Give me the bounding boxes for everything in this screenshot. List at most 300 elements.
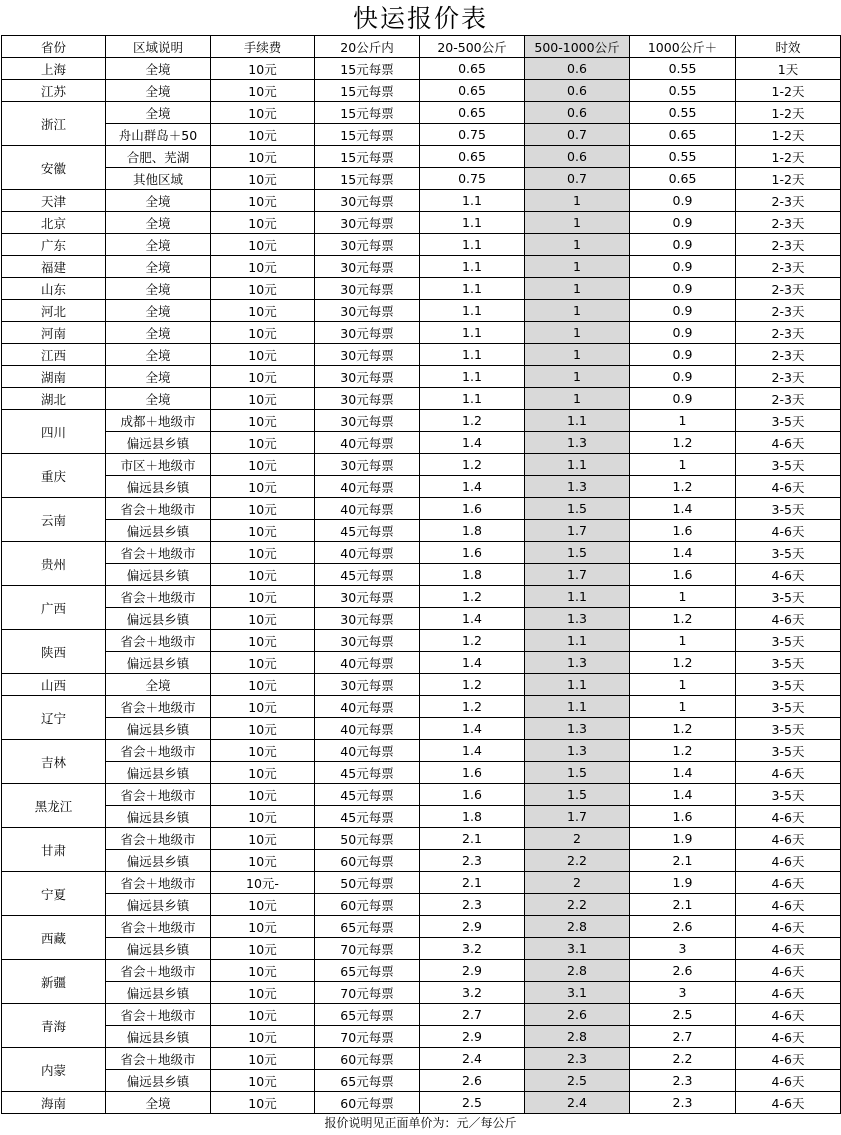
fee-cell: 10元 bbox=[211, 300, 315, 322]
region-cell: 偏远县乡镇 bbox=[106, 938, 211, 960]
header-row bbox=[2, 36, 841, 58]
delivery-time-cell: 4-6天 bbox=[736, 872, 841, 894]
base-price-cell: 70元每票 bbox=[315, 982, 420, 1004]
province-cell: 重庆 bbox=[2, 454, 106, 498]
delivery-time-cell: 4-6天 bbox=[736, 564, 841, 586]
rate-20-500-cell: 1.1 bbox=[420, 300, 525, 322]
table-row bbox=[2, 1048, 841, 1070]
table-row bbox=[2, 630, 841, 652]
rate-1000-plus-cell: 0.55 bbox=[630, 146, 736, 168]
region-cell: 全境 bbox=[106, 80, 211, 102]
rate-1000-plus-cell: 0.9 bbox=[630, 344, 736, 366]
table-row bbox=[2, 718, 841, 740]
rate-20-500-cell: 1.6 bbox=[420, 784, 525, 806]
region-cell: 市区＋地级市 bbox=[106, 454, 211, 476]
base-price-cell: 70元每票 bbox=[315, 938, 420, 960]
delivery-time-cell: 3-5天 bbox=[736, 674, 841, 696]
delivery-time-cell: 2-3天 bbox=[736, 366, 841, 388]
rate-20-500-cell: 1.8 bbox=[420, 564, 525, 586]
table-row bbox=[2, 872, 841, 894]
rate-500-1000-cell: 0.6 bbox=[525, 58, 630, 80]
rate-1000-plus-cell: 1.4 bbox=[630, 542, 736, 564]
base-price-cell: 30元每票 bbox=[315, 344, 420, 366]
table-row bbox=[2, 850, 841, 872]
table-row bbox=[2, 124, 841, 146]
rate-20-500-cell: 1.6 bbox=[420, 762, 525, 784]
region-cell: 偏远县乡镇 bbox=[106, 608, 211, 630]
delivery-time-cell: 4-6天 bbox=[736, 960, 841, 982]
rate-500-1000-cell: 2.6 bbox=[525, 1004, 630, 1026]
rate-1000-plus-cell: 1.2 bbox=[630, 608, 736, 630]
province-cell: 黑龙江 bbox=[2, 784, 106, 828]
base-price-cell: 30元每票 bbox=[315, 190, 420, 212]
delivery-time-cell: 4-6天 bbox=[736, 850, 841, 872]
table-row bbox=[2, 388, 841, 410]
region-cell: 偏远县乡镇 bbox=[106, 432, 211, 454]
rate-20-500-cell: 0.75 bbox=[420, 168, 525, 190]
footer-note: 报价说明见正面单价为：元／每公斤 bbox=[324, 1116, 517, 1130]
fee-cell: 10元 bbox=[211, 740, 315, 762]
rate-20-500-cell: 1.1 bbox=[420, 190, 525, 212]
fee-cell: 10元 bbox=[211, 168, 315, 190]
fee-cell: 10元 bbox=[211, 916, 315, 938]
rate-20-500-cell: 2.7 bbox=[420, 1004, 525, 1026]
base-price-cell: 30元每票 bbox=[315, 234, 420, 256]
province-cell: 宁夏 bbox=[2, 872, 106, 916]
rate-20-500-cell: 1.6 bbox=[420, 498, 525, 520]
rate-1000-plus-cell: 1 bbox=[630, 630, 736, 652]
base-price-cell: 45元每票 bbox=[315, 564, 420, 586]
table-row bbox=[2, 564, 841, 586]
table-row bbox=[2, 432, 841, 454]
delivery-time-cell: 3-5天 bbox=[736, 454, 841, 476]
table-row bbox=[2, 1026, 841, 1048]
rate-20-500-cell: 1.1 bbox=[420, 256, 525, 278]
rate-20-500-cell: 1.2 bbox=[420, 674, 525, 696]
fee-cell: 10元 bbox=[211, 256, 315, 278]
region-cell: 省会＋地级市 bbox=[106, 630, 211, 652]
province-cell: 安徽 bbox=[2, 146, 106, 190]
rate-1000-plus-cell: 0.9 bbox=[630, 278, 736, 300]
region-cell: 偏远县乡镇 bbox=[106, 652, 211, 674]
base-price-cell: 40元每票 bbox=[315, 476, 420, 498]
rate-20-500-cell: 1.4 bbox=[420, 476, 525, 498]
province-cell: 河北 bbox=[2, 300, 106, 322]
table-row bbox=[2, 520, 841, 542]
table-row bbox=[2, 982, 841, 1004]
rate-500-1000-cell: 1.1 bbox=[525, 630, 630, 652]
province-cell: 西藏 bbox=[2, 916, 106, 960]
rate-500-1000-cell: 1 bbox=[525, 344, 630, 366]
rate-1000-plus-cell: 0.9 bbox=[630, 234, 736, 256]
rate-1000-plus-cell: 2.3 bbox=[630, 1092, 736, 1114]
delivery-time-cell: 3-5天 bbox=[736, 784, 841, 806]
table-row bbox=[2, 410, 841, 432]
rate-1000-plus-cell: 2.1 bbox=[630, 850, 736, 872]
delivery-time-cell: 1-2天 bbox=[736, 168, 841, 190]
province-cell: 福建 bbox=[2, 256, 106, 278]
region-cell: 偏远县乡镇 bbox=[106, 476, 211, 498]
base-price-cell: 15元每票 bbox=[315, 124, 420, 146]
region-cell: 偏远县乡镇 bbox=[106, 1026, 211, 1048]
rate-500-1000-cell: 1.5 bbox=[525, 498, 630, 520]
rate-500-1000-cell: 1.1 bbox=[525, 696, 630, 718]
header-over-1000kg: 1000公斤＋ bbox=[630, 36, 736, 58]
base-price-cell: 15元每票 bbox=[315, 168, 420, 190]
rate-20-500-cell: 1.1 bbox=[420, 234, 525, 256]
fee-cell: 10元 bbox=[211, 1048, 315, 1070]
rate-500-1000-cell: 2.2 bbox=[525, 894, 630, 916]
region-cell: 偏远县乡镇 bbox=[106, 564, 211, 586]
table-row bbox=[2, 344, 841, 366]
base-price-cell: 40元每票 bbox=[315, 718, 420, 740]
table-row bbox=[2, 960, 841, 982]
delivery-time-cell: 2-3天 bbox=[736, 388, 841, 410]
page-title: 快运报价表 bbox=[352, 4, 488, 33]
rate-1000-plus-cell: 0.9 bbox=[630, 300, 736, 322]
rate-20-500-cell: 2.1 bbox=[420, 828, 525, 850]
fee-cell: 10元 bbox=[211, 938, 315, 960]
region-cell: 其他区域 bbox=[106, 168, 211, 190]
delivery-time-cell: 4-6天 bbox=[736, 894, 841, 916]
rate-20-500-cell: 1.1 bbox=[420, 366, 525, 388]
rate-1000-plus-cell: 0.9 bbox=[630, 256, 736, 278]
rate-1000-plus-cell: 0.55 bbox=[630, 80, 736, 102]
rate-1000-plus-cell: 2.2 bbox=[630, 1048, 736, 1070]
province-cell: 内蒙 bbox=[2, 1048, 106, 1092]
province-cell: 湖北 bbox=[2, 388, 106, 410]
rate-20-500-cell: 2.1 bbox=[420, 872, 525, 894]
delivery-time-cell: 2-3天 bbox=[736, 344, 841, 366]
rate-1000-plus-cell: 1.4 bbox=[630, 762, 736, 784]
table-row bbox=[2, 542, 841, 564]
base-price-cell: 50元每票 bbox=[315, 872, 420, 894]
delivery-time-cell: 1-2天 bbox=[736, 146, 841, 168]
base-price-cell: 45元每票 bbox=[315, 520, 420, 542]
delivery-time-cell: 1-2天 bbox=[736, 102, 841, 124]
rate-500-1000-cell: 1.3 bbox=[525, 718, 630, 740]
table-body bbox=[2, 58, 841, 1114]
fee-cell: 10元 bbox=[211, 476, 315, 498]
fee-cell: 10元 bbox=[211, 960, 315, 982]
rate-500-1000-cell: 1.5 bbox=[525, 762, 630, 784]
rate-1000-plus-cell: 0.55 bbox=[630, 102, 736, 124]
rate-20-500-cell: 1.2 bbox=[420, 410, 525, 432]
delivery-time-cell: 4-6天 bbox=[736, 1070, 841, 1092]
fee-cell: 10元 bbox=[211, 454, 315, 476]
rate-500-1000-cell: 0.6 bbox=[525, 146, 630, 168]
province-cell: 浙江 bbox=[2, 102, 106, 146]
rate-500-1000-cell: 2.4 bbox=[525, 1092, 630, 1114]
rate-1000-plus-cell: 2.1 bbox=[630, 894, 736, 916]
header-500-1000kg: 500-1000公斤 bbox=[525, 36, 630, 58]
base-price-cell: 30元每票 bbox=[315, 630, 420, 652]
fee-cell: 10元 bbox=[211, 1004, 315, 1026]
region-cell: 全境 bbox=[106, 190, 211, 212]
province-cell: 贵州 bbox=[2, 542, 106, 586]
base-price-cell: 15元每票 bbox=[315, 80, 420, 102]
base-price-cell: 30元每票 bbox=[315, 454, 420, 476]
delivery-time-cell: 1-2天 bbox=[736, 80, 841, 102]
province-cell: 江苏 bbox=[2, 80, 106, 102]
base-price-cell: 65元每票 bbox=[315, 916, 420, 938]
table-row bbox=[2, 278, 841, 300]
region-cell: 全境 bbox=[106, 1092, 211, 1114]
base-price-cell: 70元每票 bbox=[315, 1026, 420, 1048]
region-cell: 偏远县乡镇 bbox=[106, 982, 211, 1004]
rate-20-500-cell: 3.2 bbox=[420, 938, 525, 960]
table-row bbox=[2, 586, 841, 608]
rate-500-1000-cell: 1.3 bbox=[525, 432, 630, 454]
rate-1000-plus-cell: 0.9 bbox=[630, 190, 736, 212]
table-row bbox=[2, 1070, 841, 1092]
province-cell: 江西 bbox=[2, 344, 106, 366]
delivery-time-cell: 4-6天 bbox=[736, 1004, 841, 1026]
table-row bbox=[2, 784, 841, 806]
rate-1000-plus-cell: 1.2 bbox=[630, 432, 736, 454]
rate-500-1000-cell: 1 bbox=[525, 388, 630, 410]
fee-cell: 10元 bbox=[211, 1026, 315, 1048]
region-cell: 省会＋地级市 bbox=[106, 784, 211, 806]
base-price-cell: 40元每票 bbox=[315, 652, 420, 674]
base-price-cell: 60元每票 bbox=[315, 1092, 420, 1114]
region-cell: 省会＋地级市 bbox=[106, 740, 211, 762]
rate-1000-plus-cell: 0.9 bbox=[630, 212, 736, 234]
province-cell: 吉林 bbox=[2, 740, 106, 784]
fee-cell: 10元 bbox=[211, 784, 315, 806]
rate-1000-plus-cell: 1.6 bbox=[630, 564, 736, 586]
rate-1000-plus-cell: 0.65 bbox=[630, 124, 736, 146]
fee-cell: 10元 bbox=[211, 982, 315, 1004]
region-cell: 偏远县乡镇 bbox=[106, 806, 211, 828]
rate-500-1000-cell: 1 bbox=[525, 212, 630, 234]
delivery-time-cell: 2-3天 bbox=[736, 322, 841, 344]
rate-500-1000-cell: 1.3 bbox=[525, 608, 630, 630]
delivery-time-cell: 2-3天 bbox=[736, 234, 841, 256]
base-price-cell: 30元每票 bbox=[315, 322, 420, 344]
rate-500-1000-cell: 0.7 bbox=[525, 168, 630, 190]
region-cell: 全境 bbox=[106, 256, 211, 278]
region-cell: 全境 bbox=[106, 212, 211, 234]
rate-500-1000-cell: 2.8 bbox=[525, 960, 630, 982]
fee-cell: 10元 bbox=[211, 674, 315, 696]
region-cell: 省会＋地级市 bbox=[106, 960, 211, 982]
delivery-time-cell: 4-6天 bbox=[736, 916, 841, 938]
table-row bbox=[2, 916, 841, 938]
region-cell: 全境 bbox=[106, 674, 211, 696]
delivery-time-cell: 3-5天 bbox=[736, 542, 841, 564]
fee-cell: 10元 bbox=[211, 366, 315, 388]
fee-cell: 10元 bbox=[211, 322, 315, 344]
table-row bbox=[2, 828, 841, 850]
rate-1000-plus-cell: 1.6 bbox=[630, 520, 736, 542]
province-cell: 河南 bbox=[2, 322, 106, 344]
rate-20-500-cell: 1.8 bbox=[420, 806, 525, 828]
rate-500-1000-cell: 1.3 bbox=[525, 476, 630, 498]
rate-20-500-cell: 1.6 bbox=[420, 542, 525, 564]
region-cell: 省会＋地级市 bbox=[106, 1048, 211, 1070]
rate-1000-plus-cell: 1.4 bbox=[630, 784, 736, 806]
rate-20-500-cell: 0.65 bbox=[420, 58, 525, 80]
base-price-cell: 30元每票 bbox=[315, 388, 420, 410]
fee-cell: 10元 bbox=[211, 234, 315, 256]
base-price-cell: 40元每票 bbox=[315, 432, 420, 454]
fee-cell: 10元 bbox=[211, 806, 315, 828]
province-cell: 辽宁 bbox=[2, 696, 106, 740]
table-row bbox=[2, 366, 841, 388]
rate-1000-plus-cell: 2.6 bbox=[630, 960, 736, 982]
base-price-cell: 45元每票 bbox=[315, 762, 420, 784]
rate-500-1000-cell: 1.1 bbox=[525, 410, 630, 432]
rate-20-500-cell: 1.1 bbox=[420, 278, 525, 300]
fee-cell: 10元 bbox=[211, 388, 315, 410]
fee-cell: 10元 bbox=[211, 894, 315, 916]
rate-20-500-cell: 1.8 bbox=[420, 520, 525, 542]
rate-1000-plus-cell: 3 bbox=[630, 938, 736, 960]
price-table bbox=[1, 35, 841, 1114]
rate-500-1000-cell: 2.8 bbox=[525, 916, 630, 938]
delivery-time-cell: 4-6天 bbox=[736, 1026, 841, 1048]
delivery-time-cell: 1天 bbox=[736, 58, 841, 80]
rate-20-500-cell: 2.3 bbox=[420, 894, 525, 916]
rate-1000-plus-cell: 2.3 bbox=[630, 1070, 736, 1092]
fee-cell: 10元 bbox=[211, 1092, 315, 1114]
fee-cell: 10元 bbox=[211, 762, 315, 784]
rate-1000-plus-cell: 0.9 bbox=[630, 322, 736, 344]
rate-20-500-cell: 3.2 bbox=[420, 982, 525, 1004]
region-cell: 全境 bbox=[106, 322, 211, 344]
fee-cell: 10元 bbox=[211, 652, 315, 674]
table-row bbox=[2, 454, 841, 476]
base-price-cell: 30元每票 bbox=[315, 586, 420, 608]
header-region: 区域说明 bbox=[106, 36, 211, 58]
rate-500-1000-cell: 2.8 bbox=[525, 1026, 630, 1048]
delivery-time-cell: 1-2天 bbox=[736, 124, 841, 146]
rate-20-500-cell: 2.4 bbox=[420, 1048, 525, 1070]
rate-1000-plus-cell: 2.5 bbox=[630, 1004, 736, 1026]
delivery-time-cell: 4-6天 bbox=[736, 828, 841, 850]
rate-20-500-cell: 1.2 bbox=[420, 586, 525, 608]
rate-20-500-cell: 1.4 bbox=[420, 608, 525, 630]
province-cell: 甘肃 bbox=[2, 828, 106, 872]
fee-cell: 10元 bbox=[211, 828, 315, 850]
delivery-time-cell: 3-5天 bbox=[736, 498, 841, 520]
province-cell: 上海 bbox=[2, 58, 106, 80]
base-price-cell: 45元每票 bbox=[315, 784, 420, 806]
rate-500-1000-cell: 3.1 bbox=[525, 938, 630, 960]
province-cell: 海南 bbox=[2, 1092, 106, 1114]
base-price-cell: 15元每票 bbox=[315, 102, 420, 124]
region-cell: 全境 bbox=[106, 278, 211, 300]
fee-cell: 10元 bbox=[211, 190, 315, 212]
fee-cell: 10元 bbox=[211, 212, 315, 234]
province-cell: 山西 bbox=[2, 674, 106, 696]
region-cell: 全境 bbox=[106, 344, 211, 366]
rate-500-1000-cell: 1.7 bbox=[525, 520, 630, 542]
rate-1000-plus-cell: 3 bbox=[630, 982, 736, 1004]
province-cell: 广西 bbox=[2, 586, 106, 630]
rate-1000-plus-cell: 1 bbox=[630, 410, 736, 432]
delivery-time-cell: 4-6天 bbox=[736, 762, 841, 784]
fee-cell: 10元 bbox=[211, 146, 315, 168]
base-price-cell: 50元每票 bbox=[315, 828, 420, 850]
region-cell: 全境 bbox=[106, 234, 211, 256]
header-delivery-time: 时效 bbox=[736, 36, 841, 58]
table-row bbox=[2, 58, 841, 80]
rate-500-1000-cell: 1 bbox=[525, 366, 630, 388]
rate-20-500-cell: 2.9 bbox=[420, 960, 525, 982]
rate-500-1000-cell: 1.5 bbox=[525, 542, 630, 564]
region-cell: 偏远县乡镇 bbox=[106, 1070, 211, 1092]
table-row bbox=[2, 498, 841, 520]
rate-1000-plus-cell: 1.9 bbox=[630, 828, 736, 850]
region-cell: 省会＋地级市 bbox=[106, 872, 211, 894]
table-row bbox=[2, 674, 841, 696]
province-cell: 湖南 bbox=[2, 366, 106, 388]
delivery-time-cell: 4-6天 bbox=[736, 806, 841, 828]
table-row bbox=[2, 476, 841, 498]
delivery-time-cell: 2-3天 bbox=[736, 278, 841, 300]
rate-20-500-cell: 1.4 bbox=[420, 718, 525, 740]
table-row bbox=[2, 938, 841, 960]
fee-cell: 10元 bbox=[211, 58, 315, 80]
rate-20-500-cell: 1.4 bbox=[420, 432, 525, 454]
rate-20-500-cell: 1.4 bbox=[420, 652, 525, 674]
base-price-cell: 30元每票 bbox=[315, 608, 420, 630]
rate-500-1000-cell: 2.5 bbox=[525, 1070, 630, 1092]
rate-500-1000-cell: 1.1 bbox=[525, 454, 630, 476]
rate-500-1000-cell: 2 bbox=[525, 872, 630, 894]
delivery-time-cell: 4-6天 bbox=[736, 938, 841, 960]
delivery-time-cell: 3-5天 bbox=[736, 718, 841, 740]
table-row bbox=[2, 652, 841, 674]
fee-cell: 10元 bbox=[211, 630, 315, 652]
rate-500-1000-cell: 0.7 bbox=[525, 124, 630, 146]
rate-1000-plus-cell: 1.6 bbox=[630, 806, 736, 828]
delivery-time-cell: 4-6天 bbox=[736, 476, 841, 498]
base-price-cell: 30元每票 bbox=[315, 212, 420, 234]
delivery-time-cell: 3-5天 bbox=[736, 740, 841, 762]
rate-500-1000-cell: 1 bbox=[525, 278, 630, 300]
region-cell: 成都＋地级市 bbox=[106, 410, 211, 432]
rate-500-1000-cell: 1.7 bbox=[525, 564, 630, 586]
province-cell: 北京 bbox=[2, 212, 106, 234]
rate-1000-plus-cell: 0.55 bbox=[630, 58, 736, 80]
rate-500-1000-cell: 1.1 bbox=[525, 586, 630, 608]
fee-cell: 10元 bbox=[211, 278, 315, 300]
rate-20-500-cell: 2.5 bbox=[420, 1092, 525, 1114]
table-row bbox=[2, 762, 841, 784]
fee-cell: 10元 bbox=[211, 432, 315, 454]
province-cell: 山东 bbox=[2, 278, 106, 300]
rate-20-500-cell: 1.1 bbox=[420, 322, 525, 344]
province-cell: 天津 bbox=[2, 190, 106, 212]
rate-1000-plus-cell: 1 bbox=[630, 586, 736, 608]
table-row bbox=[2, 300, 841, 322]
rate-20-500-cell: 0.65 bbox=[420, 146, 525, 168]
rate-1000-plus-cell: 1.9 bbox=[630, 872, 736, 894]
province-cell: 四川 bbox=[2, 410, 106, 454]
rate-20-500-cell: 0.75 bbox=[420, 124, 525, 146]
delivery-time-cell: 3-5天 bbox=[736, 652, 841, 674]
delivery-time-cell: 2-3天 bbox=[736, 300, 841, 322]
table-row bbox=[2, 894, 841, 916]
rate-500-1000-cell: 0.6 bbox=[525, 102, 630, 124]
base-price-cell: 15元每票 bbox=[315, 146, 420, 168]
region-cell: 偏远县乡镇 bbox=[106, 762, 211, 784]
rate-20-500-cell: 2.9 bbox=[420, 916, 525, 938]
rate-500-1000-cell: 2 bbox=[525, 828, 630, 850]
